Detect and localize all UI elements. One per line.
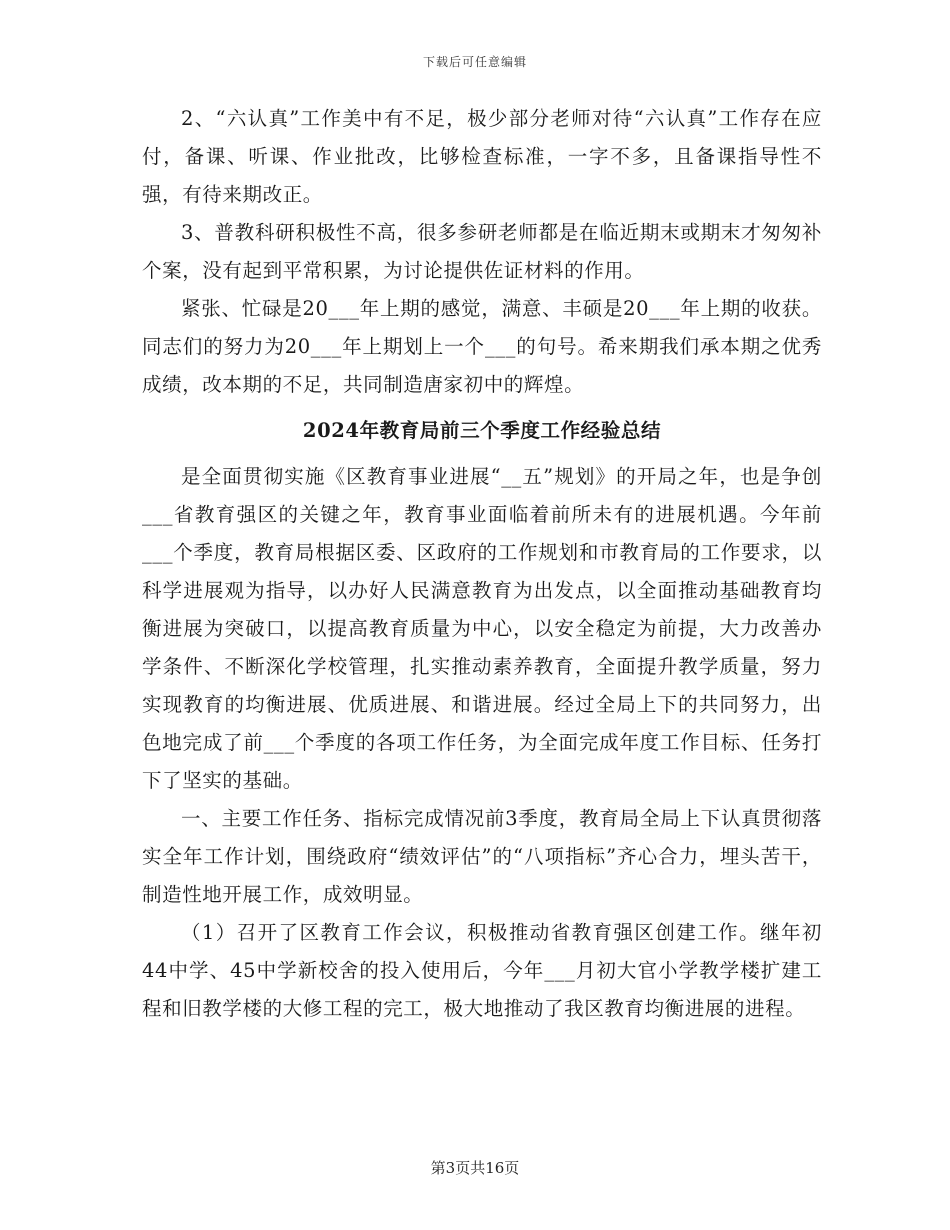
document-body xyxy=(142,100,822,1028)
header-note: 下载后可任意编辑 xyxy=(422,55,527,69)
page-number: 第3页共16页 xyxy=(430,1159,520,1177)
paragraph-item-1: （1）召开了区教育工作会议，积极推动省教育强区创建工作。继年初44中学、45中学新校舍的投入使用后，今年___月初大官小学教学楼扩建工程和旧教学楼的大修工程的完工，极大地推动了我区教育均衡进展的进程。 xyxy=(142,921,822,1020)
paragraph-closing: 紧张、忙碌是20___年上期的感觉，满意、丰硕是20___年上期的收获。同志们的努力为20___年上期划上一个___的句号。希来期我们承本期之优秀成绩，改本期的不足，共同制造唐家初中的辉煌。 xyxy=(142,297,822,396)
paragraph-issue-3: 3、普教科研积极性不高，很多参研老师都是在临近期末或期末才匆匆补个案，没有起到平常积累，为讨论提供佐证材料的作用。 xyxy=(142,221,822,282)
paragraph-intro: 是全面贯彻实施《区教育事业进展“__五”规划》的开局之年，也是争创___省教育强区的关键之年，教育事业面临着前所未有的进展机遇。今年前___个季度，教育局根据区委、区政府的工作规划和市教育局的工作要求，以科学进展观为指导，以办好人民满意教育为出发点，以全面推动基础教育均衡进展为突破口，以提高教育质量为中心，以安全稳定为前提，大力改善办学条件、不断深化学校管理，扎实推动素养教育，全面提升教学质量，努力实现教育的均衡进展、优质进展、和谐进展。经过全局上下的共同努力，出色地完成了前___个季度的各项工作任务，为全面完成年度工作目标、任务打下了坚实的基础。 xyxy=(142,465,822,792)
section-title: 2024年教育局前三个季度工作经验总结 xyxy=(302,419,662,442)
paragraph-issue-2: 2、“六认真”工作美中有不足，极少部分老师对待“六认真”工作存在应付，备课、听课、作业批改，比够检查标准，一字不多，且备课指导性不强，有待来期改正。 xyxy=(142,107,822,206)
paragraph-main-tasks: 一、主要工作任务、指标完成情况前3季度，教育局全局上下认真贯彻落实全年工作计划，围绕政府“绩效评估”的“八项指标”齐心合力，埋头苦干，制造性地开展工作，成效明显。 xyxy=(142,807,822,906)
